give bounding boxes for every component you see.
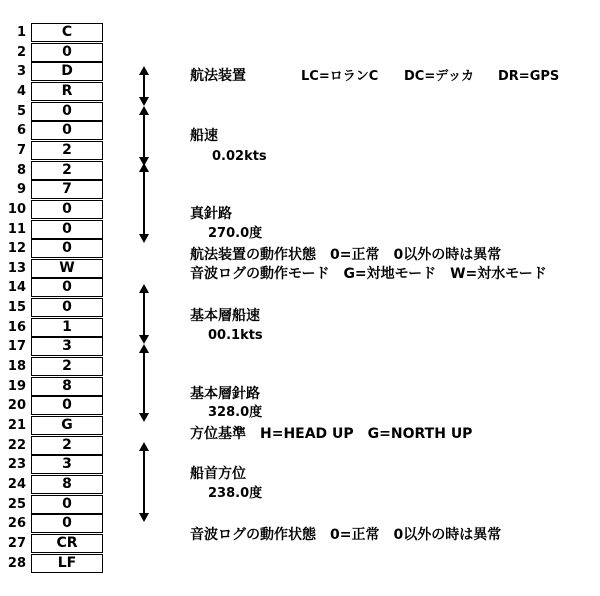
register-row (0, 298, 110, 317)
register-row (0, 102, 110, 121)
base-heading-value: 328.0度 (208, 405, 263, 420)
arrow-true-heading (137, 163, 151, 243)
nav-device-code-dc: DC=デッカ (404, 69, 474, 84)
register-cell: 0 (31, 220, 103, 239)
register-index: 5 (16, 103, 26, 119)
register-cell: G (31, 416, 103, 435)
register-index: 21 (7, 418, 26, 433)
register-row (0, 82, 110, 101)
register-index: 24 (7, 476, 26, 492)
nav-device-code-lc: LC=ロランC (301, 69, 379, 84)
register-index: 23 (7, 457, 26, 473)
register-row (0, 436, 110, 455)
register-index: 15 (7, 300, 26, 316)
register-cell: 0 (31, 121, 103, 140)
register-cell: 2 (31, 357, 103, 376)
register-row (0, 200, 110, 219)
register-row (0, 455, 110, 474)
register-cell: 0 (31, 396, 103, 415)
register-cell: 0 (31, 495, 103, 514)
register-index: 10 (7, 201, 26, 217)
register-row (0, 121, 110, 140)
register-cell: 0 (31, 514, 103, 533)
register-index: 1 (16, 25, 26, 40)
register-index: 27 (7, 535, 26, 551)
register-cell: 0 (31, 102, 103, 121)
register-index: 9 (16, 182, 26, 198)
register-index: 4 (16, 83, 26, 99)
arrow-ship-speed (137, 106, 151, 166)
sonar-mode-text: 音波ログの動作モード G=対地モード W=対水モード (190, 266, 547, 282)
register-index: 2 (16, 44, 26, 60)
register-cell: 0 (31, 278, 103, 297)
register-cell: CR (31, 534, 103, 553)
register-index: 22 (7, 437, 26, 453)
sonar-status-text: 音波ログの動作状態 0=正常 0以外の時は異常 (190, 527, 502, 543)
register-index: 8 (16, 162, 26, 178)
register-row (0, 220, 110, 239)
register-row (0, 43, 110, 62)
register-cell: 3 (31, 337, 103, 356)
register-row (0, 475, 110, 494)
register-index: 18 (7, 359, 26, 375)
true-heading-value: 270.0度 (208, 226, 263, 241)
register-index: 6 (16, 123, 26, 139)
register-row (0, 514, 110, 533)
heading-reference-text: 方位基準 H=HEAD UP G=NORTH UP (190, 426, 473, 442)
register-cell: D (31, 62, 103, 81)
nav-device-title: 航法装置 (190, 68, 246, 84)
register-row (0, 318, 110, 337)
register-cell: R (31, 82, 103, 101)
register-row (0, 161, 110, 180)
register-index: 14 (7, 280, 26, 296)
register-cell: 0 (31, 239, 103, 258)
register-cell: 0 (31, 200, 103, 219)
register-cell: 3 (31, 455, 103, 474)
register-cell: 2 (31, 161, 103, 180)
register-index: 7 (16, 142, 26, 158)
register-index: 3 (16, 64, 26, 80)
register-cell: 7 (31, 180, 103, 199)
register-row (0, 141, 110, 160)
register-cell: 2 (31, 141, 103, 160)
register-index: 17 (7, 339, 26, 355)
register-cell: 2 (31, 436, 103, 455)
arrow-base-heading (137, 344, 151, 422)
arrow-nav-device (137, 66, 151, 106)
register-row (0, 396, 110, 415)
register-index: 13 (7, 260, 26, 276)
register-row (0, 259, 110, 278)
arrow-bow-heading (137, 442, 151, 522)
arrow-base-speed (137, 284, 151, 344)
bow-heading-title: 船首方位 (190, 466, 246, 482)
nav-status-text: 航法装置の動作状態 0=正常 0以外の時は異常 (190, 247, 502, 263)
register-row (0, 278, 110, 297)
base-speed-title: 基本層船速 (190, 308, 260, 324)
register-row (0, 554, 110, 573)
register-row (0, 495, 110, 514)
register-row (0, 23, 110, 42)
register-index: 28 (7, 555, 26, 571)
register-cell: 8 (31, 377, 103, 396)
register-cell: 0 (31, 298, 103, 317)
register-cell: 0 (31, 43, 103, 62)
ship-speed-title: 船速 (190, 128, 218, 144)
register-cell: 1 (31, 318, 103, 337)
register-row (0, 180, 110, 199)
register-index: 12 (7, 241, 26, 257)
register-cell: LF (31, 554, 103, 573)
true-heading-title: 真針路 (190, 206, 232, 222)
register-index: 26 (7, 516, 26, 532)
bow-heading-value: 238.0度 (208, 486, 263, 501)
register-row (0, 357, 110, 376)
register-row (0, 377, 110, 396)
register-index: 19 (7, 378, 26, 394)
register-row (0, 239, 110, 258)
register-index: 20 (7, 398, 26, 414)
register-cell: 8 (31, 475, 103, 494)
register-cell: W (31, 259, 103, 278)
base-heading-title: 基本層針路 (190, 386, 260, 402)
register-index: 11 (7, 221, 26, 237)
register-row (0, 337, 110, 356)
nav-device-code-dr: DR=GPS (498, 69, 560, 84)
register-index: 16 (7, 319, 26, 335)
register-row (0, 534, 110, 553)
register-index: 25 (7, 496, 26, 512)
register-cell: C (31, 23, 103, 42)
register-row (0, 416, 110, 435)
base-speed-value: 00.1kts (208, 328, 263, 343)
register-row (0, 62, 110, 81)
ship-speed-value: 0.02kts (212, 149, 267, 164)
